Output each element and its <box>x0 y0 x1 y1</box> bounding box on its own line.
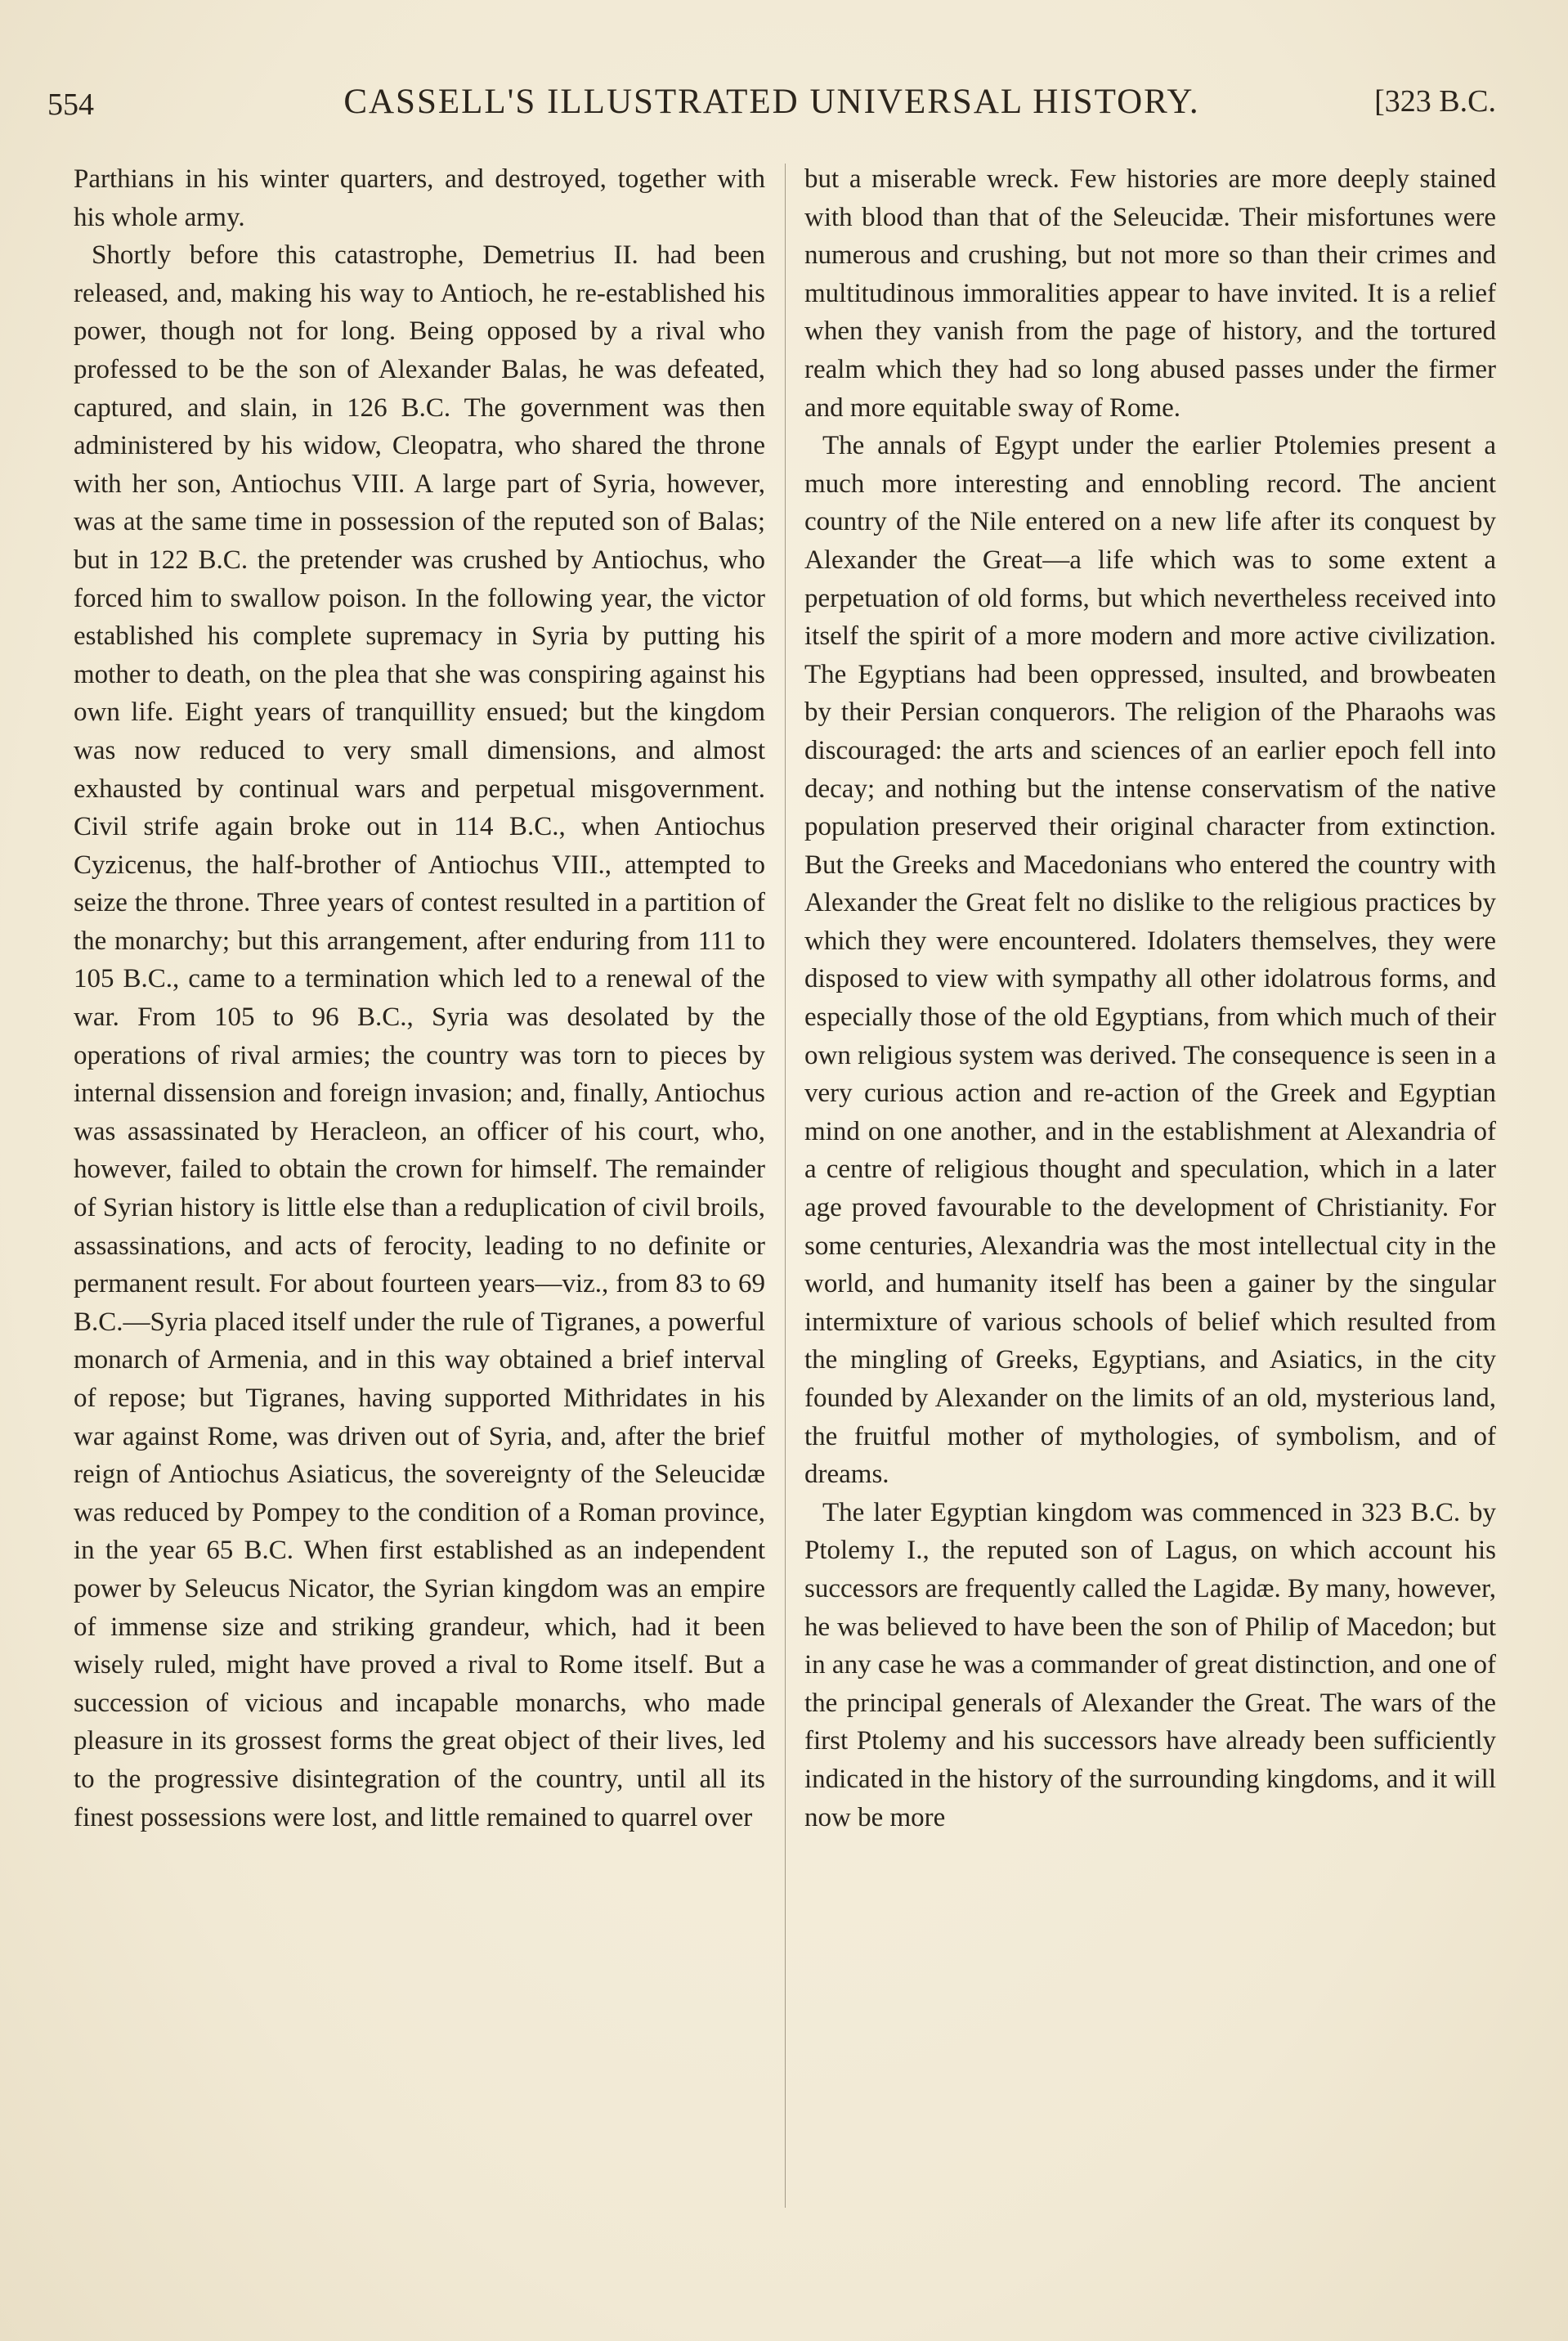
right-paragraph-2: The annals of Egypt under the earlier Ptolemies present a much more interesting and ennobling record. The ancient country of the Nile entered on a new life after its conquest by Alexander the Great—a life which was to some extent a perpetuation of old forms, but which nevertheless received into itself the spirit of a more modern and more active civilization. The Egyptians had been oppressed, insulted, and browbeaten by their Persian conquerors. The religion of the Pharaohs was discouraged: the arts and sciences of an earlier epoch fell into decay; and nothing but the intense conservatism of the native population preserved their original character from extinction. But the Greeks and Macedonians who entered the country with Alexander the Great felt no dislike to the religious practices by which they were encountered. Idolaters themselves, they were disposed to view with sympathy all other idolatrous forms, and especially those of the old Egyptians, from which much of their own religious system was derived. The consequence is seen in a very curious action and re-action of the Greek and Egyptian mind on one another, and in the establishment at Alexandria of a centre of religious thought and speculation, which in a later age proved favourable to the development of Christianity. For some centuries, Alexandria was the most intellectual city in the world, and humanity itself has been a gainer by the singular intermixture of various schools of belief which resulted from the mingling of Greeks, Egyptians, and Asiatics, in the city founded by Alexander on the limits of an old, mysterious land, the fruitful mother of mythologies, of symbolism, and of dreams. <box>804 431 1496 1490</box>
right-paragraph-1: but a miserable wreck. Few histories are more deeply stained with blood than that of the Seleucidæ. Their misfortunes were numerous and crushing, but not more so than their crimes and multitudinous immoralities appear to have invited. It is a relief when they vanish from the page of history, and the tortured realm which they had so long abused passes under the firmer and more equitable sway of Rome. <box>804 164 1496 423</box>
running-head-date: [323 B.C. <box>1374 84 1496 119</box>
page-number: 554 <box>47 87 94 122</box>
running-head <box>47 82 1496 131</box>
left-paragraph-2: Shortly before this catastrophe, Demetrius II. had been released, and, making his way to Antioch, he re-established his power, though not for long. Being opposed by a rival who professed to be the son of Alexander Balas, he was defeated, captured, and slain, in 126 B.C. The government was then administered by his widow, Cleopatra, who shared the throne with her son, Antiochus VIII. A large part of Syria, however, was at the same time in possession of the reputed son of Balas; but in 122 B.C. the pretender was crushed by Antiochus, who forced him to swallow poison. In the following year, the victor established his complete supremacy in Syria by putting his mother to death, on the plea that she was conspiring against his own life. Eight years of tranquillity ensued; but the kingdom was now reduced to very small dimensions, and almost exhausted by continual wars and perpetual misgovernment. Civil strife again broke out in 114 B.C., when Antiochus Cyzicenus, the half-brother of Antiochus VIII., attempted to seize the throne. Three years of contest resulted in a partition of the monarchy; but this arrangement, after enduring from 111 to 105 B.C., came to a termination which led to a renewal of the war. From 105 to 96 B.C., Syria was desolated by the operations of rival armies; the country was torn to pieces by internal dissension and foreign invasion; and, finally, Antiochus was assassinated by Heracleon, an officer of his court, who, however, failed to obtain the crown for himself. The remainder of Syrian history is little else than a reduplication of civil broils, assassinations, and acts of ferocity, leading to no definite or permanent result. For about fourteen years—viz., from 83 to 69 B.C.—Syria placed itself under the rule of Tigranes, a powerful monarch of Armenia, and in this way obtained a brief interval of repose; but Tigranes, having supported Mithridates in his war against Rome, was driven out of Syria, and, after the brief reign of Antiochus Asiaticus, the sovereignty of the Seleucidæ was reduced by Pompey to the condition of a Roman province, in the year 65 B.C. When first established as an independent power by Seleucus Nicator, the Syrian kingdom was an empire of immense size and striking grandeur, which, had it been wisely ruled, might have proved a rival to Rome itself. But a succession of vicious and incapable monarchs, who made pleasure in its grossest forms the great object of their lives, led to the progressive disintegration of the country, until all its finest possessions were lost, and little remained to quarrel over <box>74 240 765 1832</box>
left-paragraph-1: Parthians in his winter quarters, and destroyed, together with his whole army. <box>74 164 765 232</box>
right-column <box>804 160 1496 1836</box>
right-paragraph-3: The later Egyptian kingdom was commenced in 323 B.C. by Ptolemy I., the reputed son of Lagus, on which account his successors are frequently called the Lagidæ. By many, however, he was believed to have been the son of Philip of Macedon; but in any case he was a commander of great distinction, and one of the principal generals of Alexander the Great. The wars of the first Ptolemy and his successors have already been sufficiently indicated in the history of the surrounding kingdoms, and it will now be more <box>804 1497 1496 1832</box>
left-column <box>74 160 765 1836</box>
running-head-title: CASSELL'S ILLUSTRATED UNIVERSAL HISTORY. <box>343 83 1200 121</box>
column-divider <box>785 164 786 2208</box>
